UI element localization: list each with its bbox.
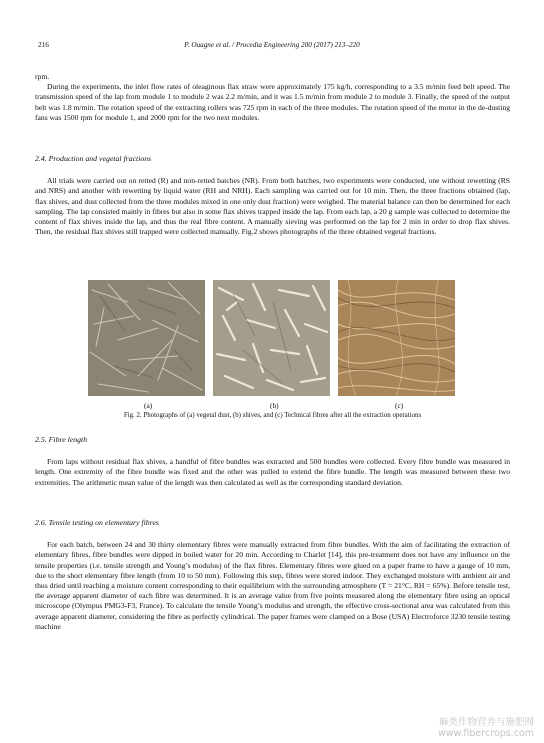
figure-caption: Fig. 2. Photographs of (a) vegetal dust, (b) shives, and (c) Technical fibres after all the extraction operations <box>123 412 422 419</box>
figure-label-c: (c) <box>395 401 404 410</box>
watermark-line-1: 麻类作物营养与施肥网 <box>438 717 534 728</box>
section-paragraph: All trials were carried out on retted (R) and non-retted batches (NR). From both batches, two experiments were conducted, one without rewetting (RS and NRS) and another with rewetting by liquid water (RH and NRH). Each sampling was carried out for 10 min. Then, the three fractions obtained (lap, flax shives, and dust collected from the three modules mixed in one only dust fraction) were weighed. The material balance can then be determined for each sampling. The lap consisted mainly in fibres but also in some flax shives trapped inside the lap. From each lap, a 20 g sample was collected to determine the content of flax shives inside the lap, and thus the real fibre content. A manually sieving was performed on the lap for 2 min in order to drop flax shives. Then, the residual flax shives still trapped were collected manually. Fig.2 shows photographs of the three obtained vegetal fractions. <box>35 176 510 237</box>
figure-label-b: (b) <box>270 401 279 410</box>
shives-photo <box>213 280 330 396</box>
intro-paragraph: During the experiments, the inlet flow rates of oleaginous flax straw were approximately 175 kg/h, corresponding to a 3.5 m/min feed belt speed. The transmission speed of the lap from module 1 to module 2 was 2.2 m/min, and it was 1.5 m/min from module 2 to module 3. Finally, the speed of the output belt was 1.8 m/min. The rotation speed of the extracting rollers was 725 rpm in each of the three modules. The rotation speed of the motor in the de-dusting fans was 1500 rpm for module 1, and 2000 rpm for the two next modules. <box>35 82 510 122</box>
section-heading: 2.6. Tensile testing on elementary fibres <box>35 518 159 527</box>
watermark <box>438 717 534 739</box>
watermark-line-2: www.fibercrops.com <box>437 728 534 739</box>
section-paragraph: From laps without residual flax shives, a handful of fibre bundles was extracted and 500 bundles were collected. Every fibre bundle was measured in length. One extremity of the fibre bundle was fixed and the other was pulled to extend the fibre bundle. The length was measured between these two extremities. The arithmetic mean value of the length was then calculated as well as the corresponding standard deviation. <box>35 457 510 487</box>
figure-2 <box>88 280 455 400</box>
section-2-5 <box>35 435 510 488</box>
section-2-6 <box>35 518 510 632</box>
section-paragraph: For each batch, between 24 and 30 thirty elementary fibres were manually extracted from fibre bundles. With the aim of facilitating the extraction of elementary fibres, fibre bundles were dipped in boiled water for 20 min. According to Charlet [14], this pre-treatment does not have any influence on the tensile properties (i.e. tensile strength and Young’s modulus) of the flax fibres. Elementary fibres were glued on a paper frame to have a gauge of 10 mm, due to the short elementary fibre length (from 10 to 50 mm). Following this step, fibres were stored indoor. They exchanged moisture with ambient air and thus dried until reaching a moisture content corresponding to their equilibrium with the surrounding atmosphere (T = 21°C, RH = 65%). Before tensile test, the average apparent diameter of each fibre was determined. It is an average value from five points measured along the elementary fibre using an optical microscope (Olympus PMG3-F3, France). To calculate the tensile Young’s modulus and strength, the effective cross-sectional area was calculated from this average apparent diameter, considering the fibre as perfectly cylindrical. The paper frames were clamped on a Bose (USA) Electroforce 3230 tensile testing machine <box>35 540 510 631</box>
section-heading: 2.5. Fibre length <box>35 435 88 444</box>
running-title: P. Ouagne et al. / Procedia Engineering 200 (2017) 213–220 <box>184 41 360 49</box>
section-2-4 <box>35 154 510 237</box>
vegetal-dust-photo <box>88 280 205 396</box>
figure-label-a: (a) <box>144 401 153 410</box>
running-header <box>38 41 506 53</box>
section-heading: 2.4. Production and vegetal fractions <box>35 154 152 163</box>
intro-fragment: rpm. <box>35 72 50 81</box>
page-number: 216 <box>38 41 49 49</box>
intro-block <box>35 72 510 123</box>
technical-fibres-photo <box>338 280 455 396</box>
